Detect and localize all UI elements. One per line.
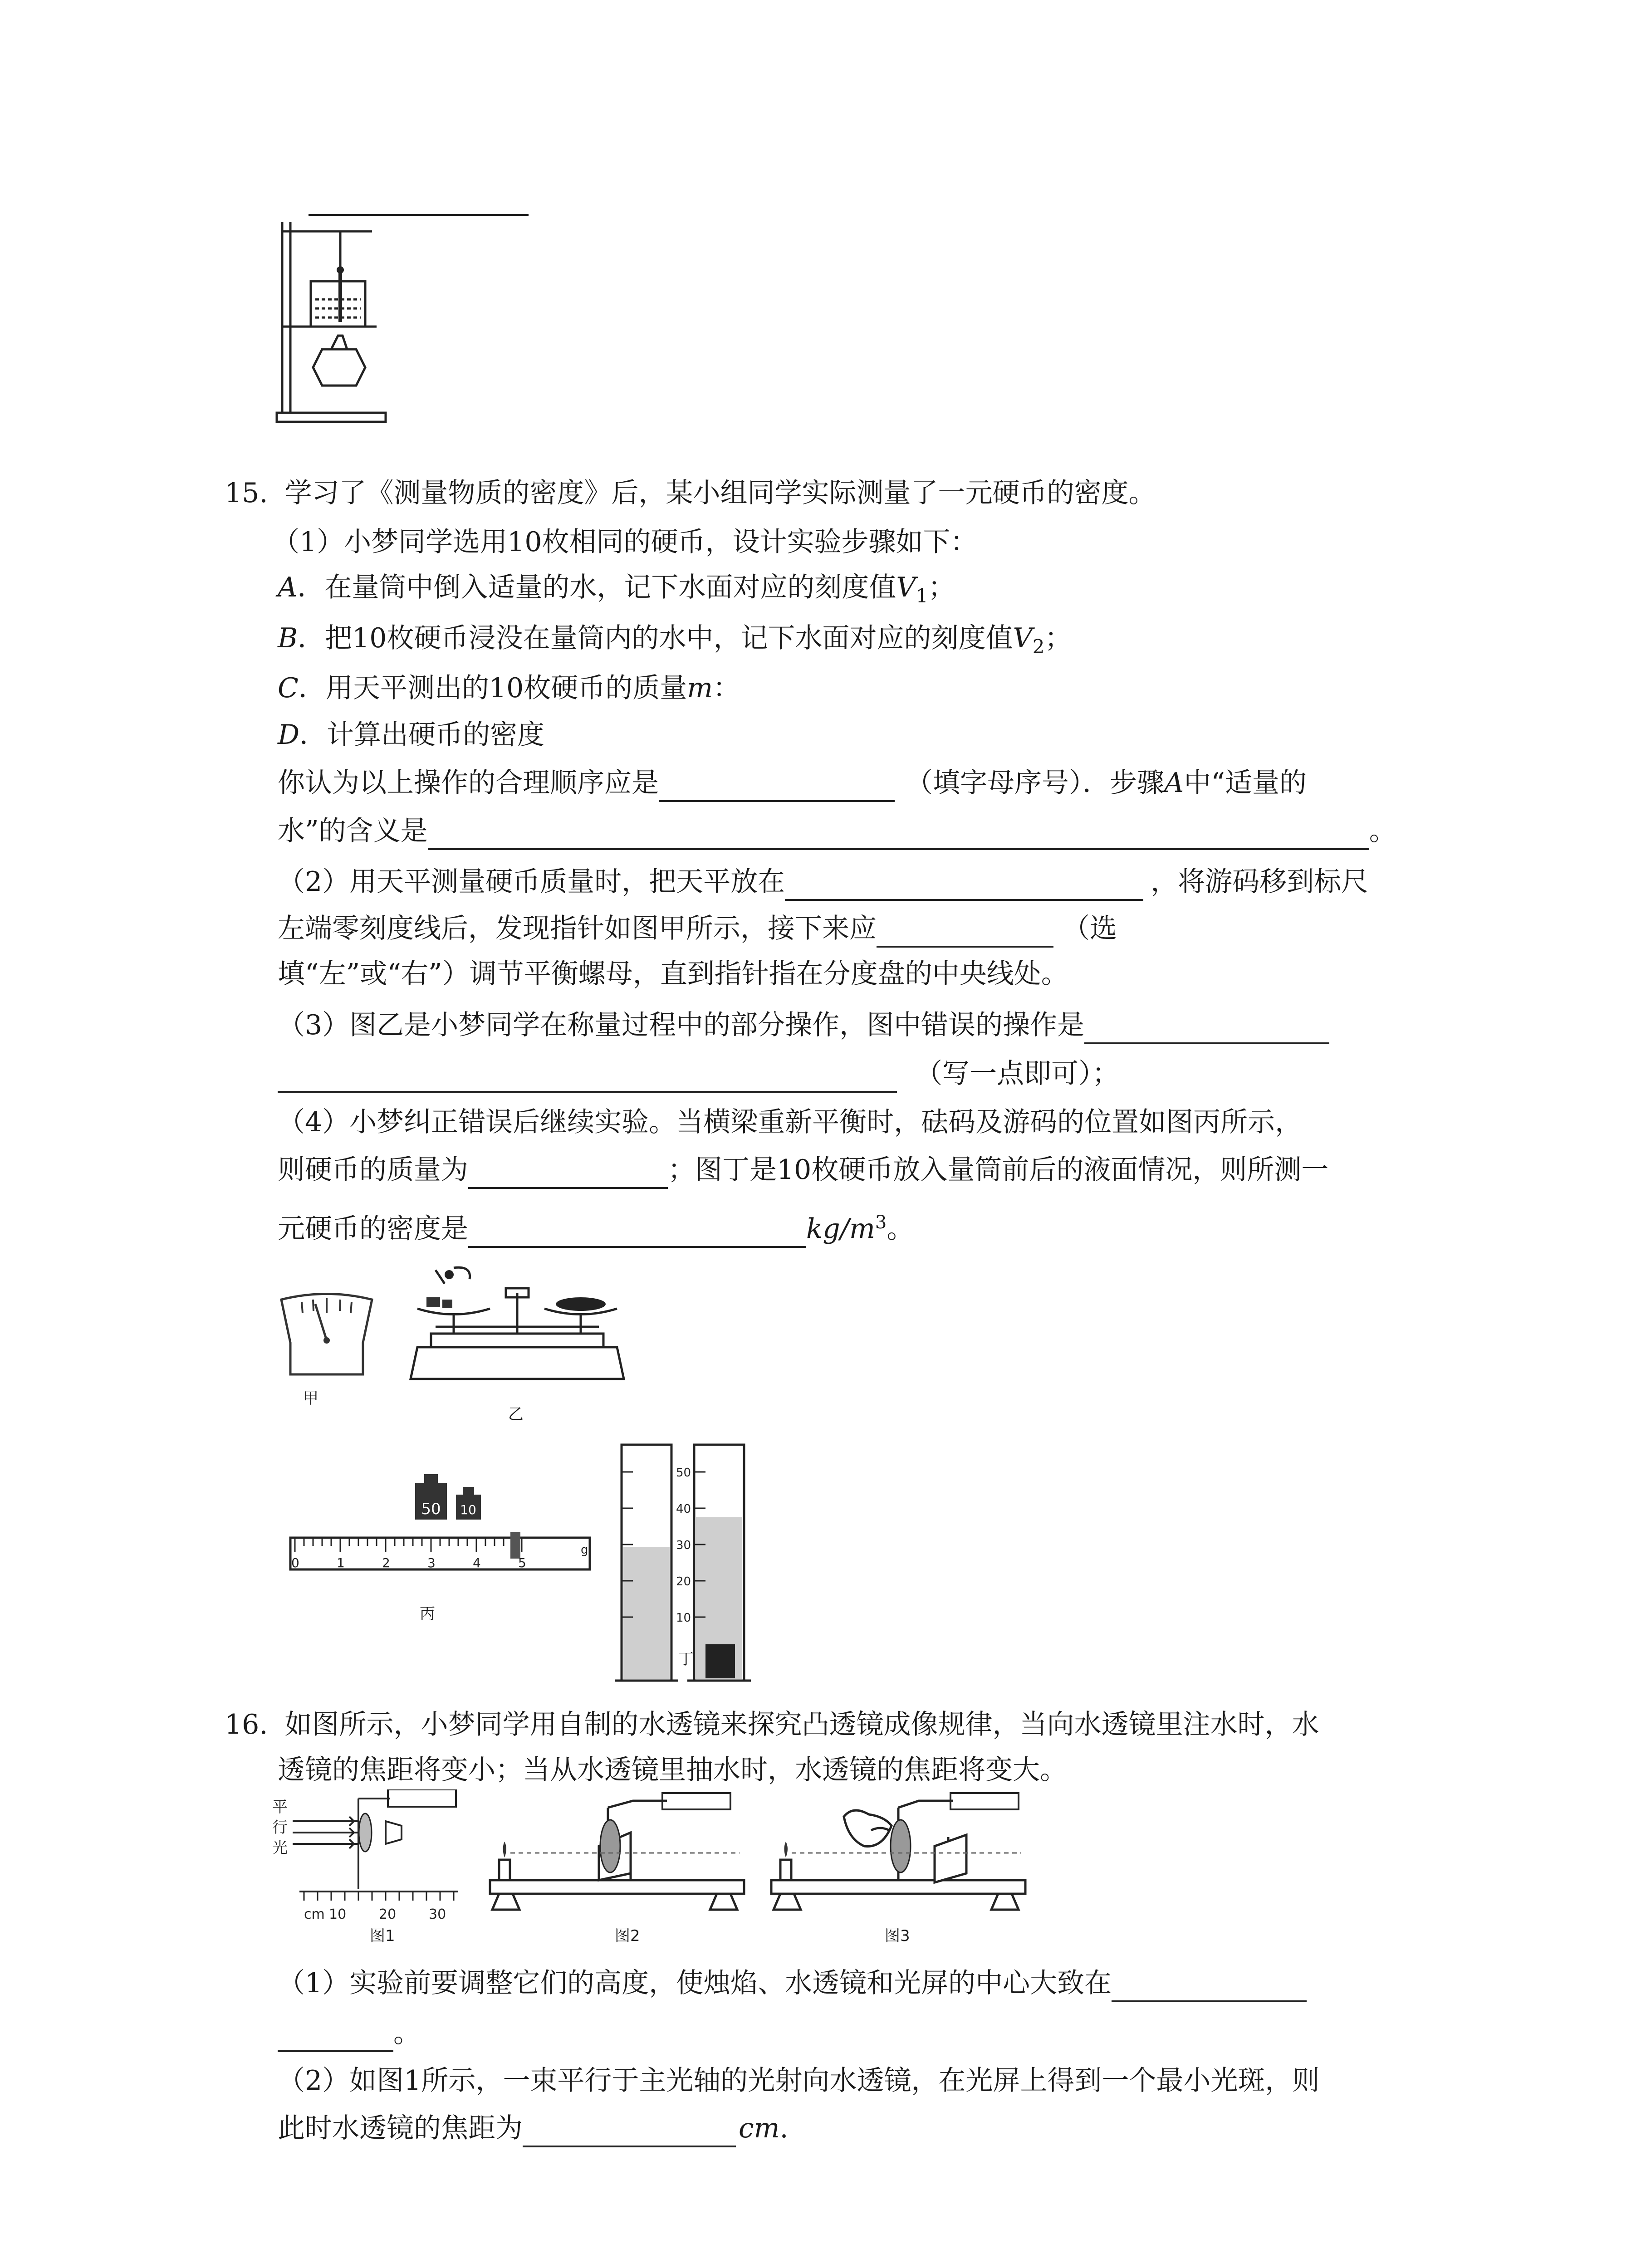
q15-number: 15.	[225, 477, 268, 509]
q16-fig1-caption: 图1	[370, 1927, 395, 1945]
q15-density-unit-kg: kg	[806, 1213, 840, 1245]
q15-mass-blank[interactable]	[468, 1160, 668, 1189]
q15-density-unit-sup: 3	[875, 1212, 887, 1233]
q15-step-a-sub: 1	[916, 585, 928, 607]
q16-part1-line1: （1）实验前要调整它们的高度，使烛焰、水透镜和光屏的中心大致在	[278, 1967, 1112, 1999]
q15-part2-line1b: ，将游码移到标尺	[1151, 866, 1369, 898]
q15-fig-yi-caption: 乙	[508, 1405, 524, 1423]
q15-part4-line3a: 元硬币的密度是	[278, 1213, 468, 1245]
q16-center-blank-line2[interactable]	[278, 2023, 393, 2052]
q15-step-a-letter: A	[278, 572, 298, 603]
q16-part2-end: .	[779, 2112, 789, 2144]
q15-step-b-sub: 2	[1032, 635, 1045, 658]
q16-fig3-caption: 图3	[885, 1927, 910, 1945]
q15-part4-end: 。	[887, 1213, 914, 1245]
q15-step-b-text: ．把10枚硬币浸没在量筒内的水中，记下水面对应的刻度值	[298, 622, 1013, 654]
q15-order-suffix-2: 中“适量的	[1184, 767, 1307, 799]
q15-fig-ding-caption: 丁	[678, 1650, 694, 1668]
q15-cyl-tick-40: 40	[676, 1502, 691, 1516]
q15-water-prefix: 水”的含义是	[278, 815, 428, 847]
q15-step-d-letter: D	[278, 719, 300, 751]
q15-part2-line2a: 左端零刻度线后，发现指针如图甲所示，接下来应	[278, 913, 877, 944]
q15-step-c-var: m	[687, 672, 713, 704]
q15-step-a-var: V	[896, 572, 916, 603]
q15-part1-intro: （1）小梦同学选用10枚相同的硬币，设计实验步骤如下：	[272, 526, 978, 558]
q15-weight-10: 10	[460, 1502, 476, 1517]
q16-fig1-parallel-light	[272, 1789, 463, 1921]
q15-step-c-letter: C	[278, 672, 299, 704]
q15-step-b-end: ；	[1044, 622, 1072, 654]
q16-focal-length-blank[interactable]	[523, 2118, 736, 2147]
q15-ruler-tick-2: 2	[382, 1555, 390, 1570]
q16-number: 16.	[225, 1709, 268, 1740]
q14-answer-blank[interactable]	[309, 181, 529, 216]
q15-fig-jia-pointer-dial	[274, 1288, 379, 1393]
q15-fig-jia-caption: 甲	[303, 1389, 318, 1408]
q15-step-b-letter: B	[278, 622, 298, 654]
q16-part2-unit: cm	[739, 2112, 780, 2144]
q15-order-suffix-a: A	[1164, 767, 1184, 799]
q15-cyl-tick-20: 20	[676, 1575, 691, 1589]
q15-part3-line2: （写一点即可）；	[915, 1058, 1119, 1090]
q16-stem-line2: 透镜的焦距将变小；当从水透镜里抽水时，水透镜的焦距将变大。	[278, 1754, 1067, 1786]
q15-part4-line2b: ；图丁是10枚硬币放入量筒前后的液面情况，则所测一	[668, 1154, 1329, 1186]
q15-cyl-tick-30: 30	[676, 1539, 691, 1552]
q15-ruler-tick-0: 0	[291, 1555, 299, 1570]
q16-center-blank[interactable]	[1112, 1973, 1307, 2002]
q16-stem-line1: 如图所示，小梦同学用自制的水透镜来探究凸透镜成像规律，当向水透镜里注水时，水	[284, 1709, 1319, 1740]
q15-fig-bing-weights-ruler	[281, 1470, 599, 1574]
q15-density-unit-m: /m	[840, 1213, 875, 1245]
q15-step-b-var: V	[1013, 622, 1033, 654]
q15-step-a	[278, 568, 955, 615]
q15-step-d-text: ．计算出硬币的密度	[299, 719, 545, 751]
q15-part2-line3: 填“左”或“右”）调节平衡螺母，直到指针指在分度盘的中央线处。	[278, 958, 1068, 990]
q15-balance-place-blank[interactable]	[785, 872, 1143, 901]
q15-cyl-tick-10: 10	[676, 1611, 691, 1625]
q15-error-blank-line2[interactable]	[278, 1064, 897, 1093]
q15-order-blank[interactable]	[659, 773, 895, 802]
q15-ruler-tick-1: 1	[337, 1555, 345, 1570]
q15-part2-line2b: （选	[1063, 913, 1117, 944]
q15-step-a-text: ．在量筒中倒入适量的水，记下水面对应的刻度值	[297, 572, 896, 603]
q15-part2-line1a: （2）用天平测量硬币质量时，把天平放在	[278, 866, 785, 898]
q15-step-a-end: ；	[928, 572, 955, 603]
q15-direction-blank[interactable]	[877, 919, 1053, 948]
q16-part2-line2a: 此时水透镜的焦距为	[278, 2112, 523, 2144]
q15-ruler-tick-4: 4	[473, 1555, 481, 1570]
q15-error-blank[interactable]	[1084, 1015, 1329, 1044]
q15-order-suffix: （填字母序号）．步骤	[906, 767, 1164, 799]
q15-part3-line1: （3）图乙是小梦同学在称量过程中的部分操作，图中错误的操作是	[278, 1009, 1085, 1041]
q15-cyl-tick-50: 50	[676, 1466, 691, 1480]
q16-fig2-caption: 图2	[615, 1927, 640, 1945]
q16-ruler-unit: cm	[304, 1906, 325, 1921]
q16-light-label-3: 光	[272, 1839, 288, 1857]
q15-ruler-unit: g	[581, 1543, 588, 1557]
q16-ruler-tick-30: 30	[429, 1906, 446, 1921]
q15-step-b	[278, 619, 1072, 666]
q15-part4-line1: （4）小梦纠正错误后继续实验。当横梁重新平衡时，砝码及游码的位置如图丙所示，	[278, 1106, 1303, 1138]
q15-density-blank[interactable]	[468, 1219, 806, 1248]
q15-weight-50: 50	[421, 1500, 441, 1518]
q15-part4-line2a: 则硬币的质量为	[278, 1154, 468, 1186]
q15-fig-yi-balance	[408, 1266, 626, 1402]
q16-ruler-tick-10: 10	[329, 1906, 347, 1921]
q14-heating-apparatus-figure	[272, 213, 390, 426]
q16-ruler-tick-20: 20	[379, 1906, 397, 1921]
q16-fig2-optical-bench	[485, 1789, 749, 1921]
q15-ruler-rider	[510, 1532, 520, 1559]
q15-ruler-tick-5: 5	[518, 1555, 526, 1570]
q16-part1-end: 。	[393, 2017, 421, 2049]
q15-stem: 学习了《测量物质的密度》后，某小组同学实际测量了一元硬币的密度。	[284, 477, 1156, 509]
q16-light-label-2: 行	[272, 1818, 288, 1837]
q15-fig-bing-caption: 丙	[420, 1605, 435, 1623]
q16-light-label-1: 平	[272, 1798, 288, 1816]
q15-order-prefix: 你认为以上操作的合理顺序应是	[278, 767, 659, 799]
q15-step-c-text: ．用天平测出的10枚硬币的质量	[298, 672, 687, 704]
q15-ruler-tick-3: 3	[427, 1555, 436, 1570]
q15-step-c-end: ：	[713, 672, 740, 704]
q16-part2-line1: （2）如图1所示，一束平行于主光轴的光射向水透镜，在光屏上得到一个最小光斑，则	[278, 2065, 1320, 2097]
q15-water-end: 。	[1369, 815, 1396, 847]
q15-step-c	[278, 669, 740, 707]
q16-fig3-optical-bench-glasses	[767, 1789, 1030, 1921]
q15-step-d	[278, 716, 544, 754]
q15-water-blank[interactable]	[428, 821, 1369, 850]
